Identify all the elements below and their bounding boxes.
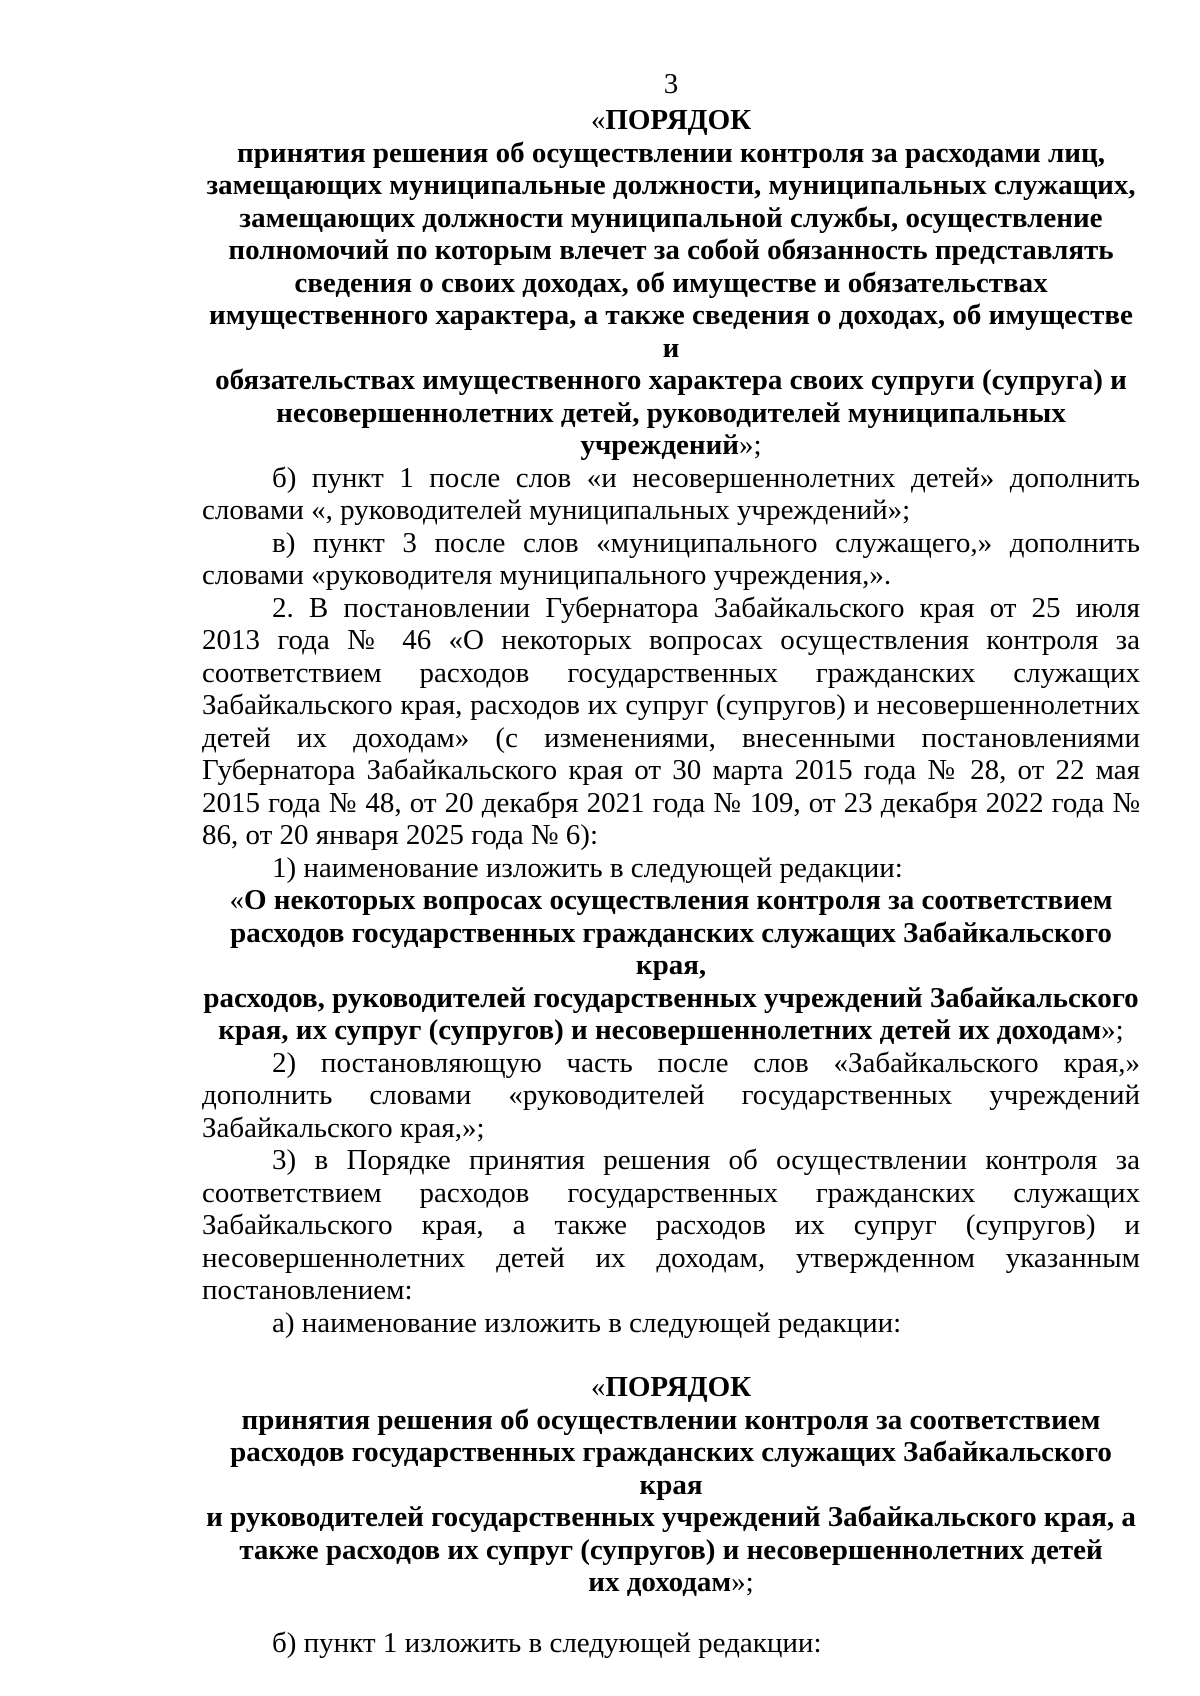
first-title-heading (202, 104, 1140, 137)
second-title-first-line (202, 884, 1140, 917)
first-title-line: обязательствах имущественного характера своих супруги (супруга) и (215, 364, 1127, 396)
first-title-line: замещающих должности муниципальной службы, осуществление (239, 201, 1103, 234)
first-title-line: принятия решения об осуществлении контроля за расходами лиц, (237, 136, 1105, 169)
third-title-line: и руководителей государственных учреждений Забайкальского края, а (206, 1501, 1136, 1533)
spacer (202, 1339, 1140, 1371)
second-title-line: расходов государственных гражданских служащих Забайкальского края, (230, 916, 1112, 981)
second-title-close-quote: »; (1101, 1014, 1124, 1046)
paragraph: 3) в Порядке принятия решения об осуществлении контроля за соответствием расходов государственных гражданских служащих Забайкальского края, а также расходов их супруг (супругов) и несовершеннолетних детей их доходам, утвержденном указанным постановлением: (202, 1144, 1140, 1306)
third-title-close-quote: »; (731, 1566, 754, 1598)
first-title-close-quote: »; (739, 429, 762, 461)
third-title-heading-text: ПОРЯДОК (605, 1371, 752, 1403)
first-title-last-line (202, 429, 1140, 462)
paragraph: а) наименование изложить в следующей редакции: (272, 1306, 902, 1339)
third-title-line: расходов государственных гражданских служащих Забайкальского края (230, 1436, 1112, 1501)
third-title-last-text: их доходам (588, 1566, 732, 1598)
first-title-last-text: учреждений (580, 429, 739, 461)
first-title-line: сведения о своих доходах, об имуществе и обязательствах (294, 266, 1048, 299)
second-title-block (202, 884, 1140, 1047)
page-number: 3 (663, 68, 679, 100)
second-title-line-text: О некоторых вопросах осуществления контроля за соответствием (243, 884, 1113, 916)
third-title-block (202, 1371, 1140, 1599)
third-title-line: принятия решения об осуществлении контроля за соответствием (241, 1403, 1101, 1436)
first-title-heading-text: ПОРЯДОК (605, 104, 752, 136)
first-title-block (202, 104, 1140, 462)
first-title-line: имущественного характера, а также сведения о доходах, об имуществе и (209, 299, 1133, 364)
paragraph: 2) постановляющую часть после слов «Забайкальского края,» дополнить словами «руководителей государственных учреждений Забайкальского края,»; (202, 1046, 1140, 1144)
second-title-last-text: края, их супруг (супругов) и несовершеннолетних детей их доходам (218, 1014, 1102, 1046)
paragraph: 1) наименование изложить в следующей редакции: (272, 851, 903, 884)
third-title-open-quote: « (590, 1371, 606, 1403)
paragraph: б) пункт 1 после слов «и несовершеннолетних детей» дополнить словами «, руководителей муниципальных учреждений»; (202, 461, 1140, 526)
first-title-line: несовершеннолетних детей, руководителей муниципальных (276, 396, 1066, 429)
paragraph: 2. В постановлении Губернатора Забайкальского края от 25 июля 2013 года № 46 «О некоторых вопросах осуществления контроля за соответствием расходов государственных гражданских служащих Забайкальского края, расходов их супруг (супругов) и несовершеннолетних детей их доходам» (с изменениями, внесенными постановлениями Губернатора Забайкальского края от 30 марта 2015 года № 28, от 22 мая 2015 года № 48, от 20 декабря 2021 года № 109, от 23 декабря 2022 года № 86, от 20 января 2025 года № 6): (202, 591, 1140, 851)
paragraph: в) пункт 3 после слов «муниципального служащего,» дополнить словами «руководителя муниципального учреждения,». (202, 526, 1140, 591)
second-title-open-quote: « (229, 884, 244, 916)
third-title-line: также расходов их супруг (супругов) и несовершеннолетних детей (239, 1533, 1103, 1566)
final-paragraph: б) пункт 1 изложить в следующей редакции: (272, 1626, 822, 1659)
spacer (202, 1599, 1140, 1627)
first-title-open-quote: « (590, 104, 606, 136)
first-title-line: замещающих муниципальные должности, муниципальных служащих, (206, 169, 1136, 201)
second-title-last-line (202, 1014, 1140, 1047)
second-title-line: расходов, руководителей государственных учреждений Забайкальского (203, 981, 1139, 1014)
third-title-heading (202, 1371, 1140, 1404)
first-title-line: полномочий по которым влечет за собой обязанность представлять (228, 234, 1114, 266)
document-page (202, 68, 1140, 1659)
third-title-last-line (202, 1566, 1140, 1599)
